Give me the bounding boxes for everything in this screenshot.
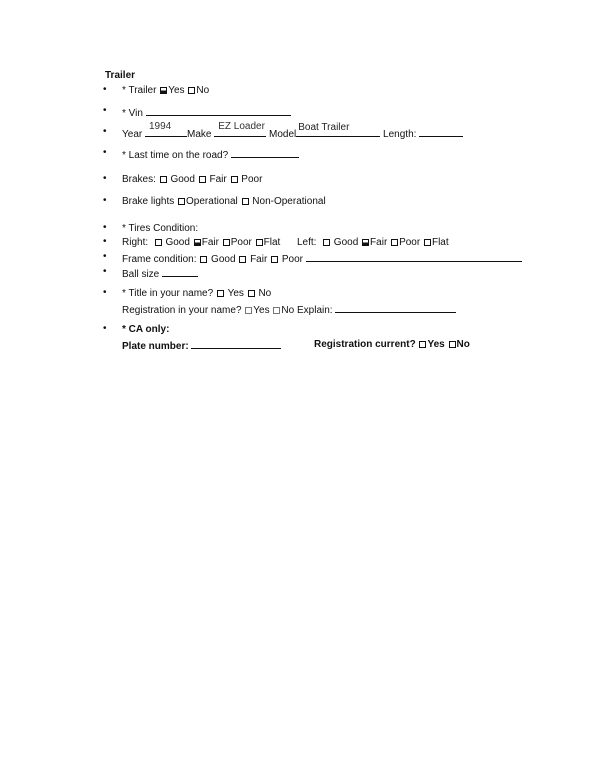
brakes-fair-checkbox[interactable] bbox=[199, 176, 206, 183]
tires-right-flat-label: Flat bbox=[263, 237, 281, 248]
last-road-row bbox=[122, 147, 299, 162]
frame-row bbox=[122, 251, 522, 266]
bullet: • bbox=[103, 105, 107, 116]
vin-field[interactable] bbox=[146, 105, 291, 116]
plate-number-label: Plate number: bbox=[122, 341, 189, 352]
frame-notes-field[interactable] bbox=[306, 251, 522, 262]
frame-poor-label: Poor bbox=[281, 254, 303, 265]
ca-registration-row bbox=[314, 338, 470, 351]
registration-no-label: No bbox=[281, 305, 295, 316]
model-field[interactable] bbox=[296, 122, 380, 137]
bullet: • bbox=[103, 251, 107, 262]
tires-right-flat-checkbox[interactable] bbox=[256, 239, 263, 246]
bullet: • bbox=[103, 222, 107, 233]
trailer-no-checkbox[interactable] bbox=[188, 87, 195, 94]
year-label: Year bbox=[122, 129, 143, 140]
title-no-checkbox[interactable] bbox=[248, 290, 255, 297]
brake-lights-row bbox=[122, 195, 326, 208]
title-label: * Title in your name? bbox=[122, 288, 214, 299]
brake-lights-operational-label: Operational bbox=[186, 196, 238, 207]
tires-left-flat-label: Flat bbox=[431, 237, 449, 248]
brake-lights-label: Brake lights bbox=[122, 196, 175, 207]
title-row bbox=[122, 287, 271, 300]
frame-poor-checkbox[interactable] bbox=[271, 256, 278, 263]
registration-current-no-checkbox[interactable] bbox=[449, 341, 456, 348]
tires-heading: * Tires Condition: bbox=[122, 223, 199, 234]
tires-right-good-label: Good bbox=[165, 237, 190, 248]
ball-size-field[interactable] bbox=[162, 266, 198, 277]
brakes-poor-label: Poor bbox=[241, 174, 263, 185]
last-road-field[interactable] bbox=[231, 147, 299, 158]
year-field[interactable] bbox=[145, 121, 187, 137]
title-no-label: No bbox=[258, 288, 272, 299]
trailer-label: * Trailer bbox=[122, 85, 157, 96]
trailer-yes-checkbox[interactable] bbox=[160, 87, 167, 94]
tires-right-fair-checkbox[interactable] bbox=[194, 239, 201, 246]
tires-left-poor-checkbox[interactable] bbox=[391, 239, 398, 246]
ca-plate-row bbox=[122, 338, 281, 353]
frame-label: Frame condition: bbox=[122, 254, 197, 265]
bullet: • bbox=[103, 266, 107, 277]
registration-current-label: Registration current? bbox=[314, 339, 416, 350]
tires-right-good-checkbox[interactable] bbox=[155, 239, 162, 246]
ball-size-label: Ball size bbox=[122, 269, 160, 280]
brakes-good-checkbox[interactable] bbox=[160, 176, 167, 183]
tires-right-poor-checkbox[interactable] bbox=[223, 239, 230, 246]
brake-lights-operational-checkbox[interactable] bbox=[178, 198, 185, 205]
make-field[interactable] bbox=[214, 121, 266, 137]
tires-left-poor-label: Poor bbox=[399, 237, 421, 248]
bullet: • bbox=[103, 287, 107, 298]
bullet: • bbox=[103, 323, 107, 334]
tires-left-fair-checkbox[interactable] bbox=[362, 239, 369, 246]
registration-current-yes-checkbox[interactable] bbox=[419, 341, 426, 348]
brakes-row bbox=[122, 173, 262, 186]
model-value: Boat Trailer bbox=[298, 122, 350, 133]
tires-left-good-checkbox[interactable] bbox=[323, 239, 330, 246]
length-field[interactable] bbox=[419, 126, 463, 137]
tires-right-fair-label: Fair bbox=[201, 237, 219, 248]
vin-label: * Vin bbox=[122, 108, 143, 119]
bullet: • bbox=[103, 195, 107, 206]
registration-yes-label: Yes bbox=[253, 305, 270, 316]
registration-current-yes-label: Yes bbox=[427, 339, 445, 350]
vehicle-row bbox=[122, 121, 463, 141]
year-value: 1994 bbox=[149, 121, 172, 132]
trailer-no-label: No bbox=[196, 85, 210, 96]
tires-left-fair-label: Fair bbox=[370, 237, 388, 248]
brake-lights-non-operational-label: Non-Operational bbox=[252, 196, 326, 207]
registration-yes-checkbox[interactable] bbox=[245, 307, 252, 314]
bullet: • bbox=[103, 147, 107, 158]
make-value: EZ Loader bbox=[218, 121, 265, 132]
bullet: • bbox=[103, 84, 107, 95]
title-yes-checkbox[interactable] bbox=[217, 290, 224, 297]
frame-good-label: Good bbox=[211, 254, 236, 265]
tires-row bbox=[122, 236, 449, 249]
tires-left-flat-checkbox[interactable] bbox=[424, 239, 431, 246]
make-label: Make bbox=[187, 129, 212, 140]
bullet: • bbox=[103, 126, 107, 137]
frame-fair-checkbox[interactable] bbox=[239, 256, 246, 263]
vin-row bbox=[122, 105, 291, 120]
brakes-label: Brakes: bbox=[122, 174, 156, 185]
bullet: • bbox=[103, 236, 107, 247]
brakes-good-label: Good bbox=[170, 174, 195, 185]
bullet: • bbox=[103, 173, 107, 184]
frame-fair-label: Fair bbox=[250, 254, 268, 265]
ca-heading: * CA only: bbox=[122, 324, 170, 335]
title-yes-label: Yes bbox=[227, 288, 244, 299]
tires-right-label: Right: bbox=[122, 237, 149, 248]
tires-left-good-label: Good bbox=[333, 237, 359, 248]
registration-explain-label: Explain: bbox=[296, 305, 333, 316]
brakes-fair-label: Fair bbox=[209, 174, 227, 185]
trailer-row bbox=[122, 84, 209, 97]
length-label: Length: bbox=[383, 129, 417, 140]
last-road-label: * Last time on the road? bbox=[122, 150, 229, 161]
registration-explain-field[interactable] bbox=[335, 302, 456, 313]
section-heading: Trailer bbox=[105, 70, 136, 81]
registration-current-no-label: No bbox=[456, 339, 470, 350]
ball-size-row bbox=[122, 266, 198, 281]
plate-number-field[interactable] bbox=[191, 338, 281, 349]
tires-left-label: Left: bbox=[296, 237, 317, 248]
tires-right-poor-label: Poor bbox=[230, 237, 252, 248]
registration-no-checkbox[interactable] bbox=[273, 307, 280, 314]
frame-good-checkbox[interactable] bbox=[200, 256, 207, 263]
model-label: Model bbox=[269, 129, 297, 140]
trailer-yes-label: Yes bbox=[168, 85, 185, 96]
registration-label: Registration in your name? bbox=[122, 305, 242, 316]
registration-row bbox=[122, 302, 456, 317]
brake-lights-non-operational-checkbox[interactable] bbox=[242, 198, 249, 205]
brakes-poor-checkbox[interactable] bbox=[231, 176, 238, 183]
